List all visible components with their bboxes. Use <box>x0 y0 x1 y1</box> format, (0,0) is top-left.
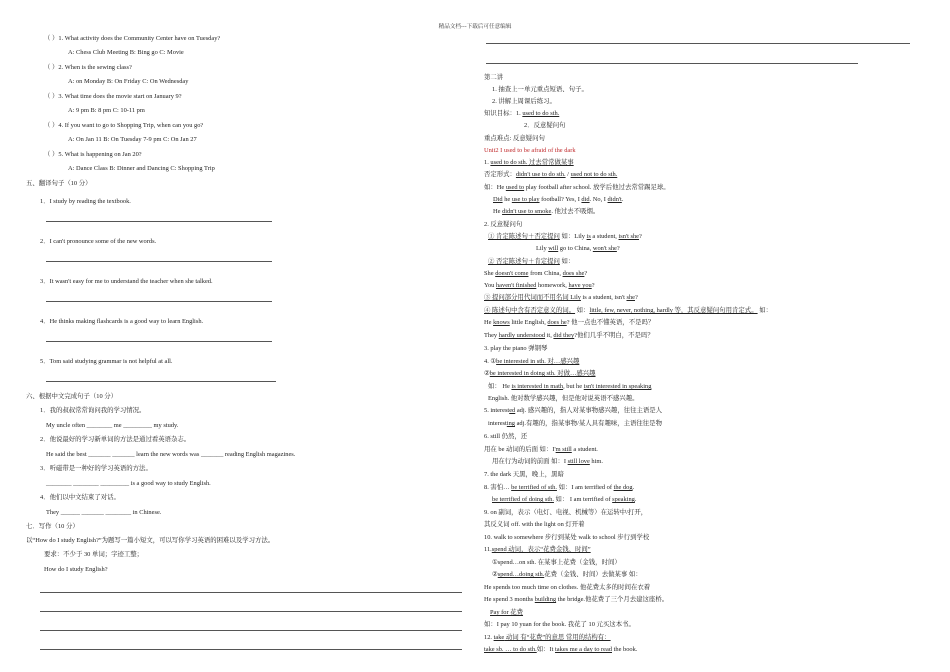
spend-example-1: He spends too much time on clothes. 他花费太多的时间在衣着 <box>484 584 651 591</box>
goal-1: 知识目标：1. used to do sth. <box>484 110 560 117</box>
writing-title: How do I study English? <box>44 566 108 573</box>
completion-4-en: They ______ _______ ________ in Chinese. <box>46 509 162 516</box>
completion-4-cn: 4．他们以中文结束了对话。 <box>40 494 120 501</box>
point-10: 10. walk to somewhere 步行到某处 walk to school 步行到学校 <box>484 534 650 541</box>
agenda-2: 2. 讲解上周课后练习。 <box>492 98 556 105</box>
question-4: （ ）4. If you want to go to Shopping Trip, when can you go? <box>44 122 204 129</box>
tag-rule-4: ④ 陈述句中含有否定意义的词。 如：little, few, never, nothing, hardly 等，其反意疑问句用肯定式。 如： <box>484 307 772 314</box>
answer-line-3[interactable] <box>46 301 272 302</box>
question-5: （ ）5. What is happening on Jan 20? <box>44 151 142 158</box>
writing-prompt: 以“How do I study English?”为题写一篇小短文，可以写你学习英语的困难以及学习方法。 <box>26 537 275 544</box>
completion-2-en: He said the best _______ _______ learn the new words was _______ reading English magazines. <box>46 451 296 458</box>
pay-for: Pay for 花费 <box>490 609 524 616</box>
question-1: （ ）1. What activity does the Community Center have on Tuesday? <box>44 35 221 42</box>
top-rule-2 <box>486 63 858 64</box>
tag-example-4: He knows little English, does he? 他一点也不懂英语，不是吗？ <box>484 319 655 326</box>
point-1: 1. used to do sth. 过去常常做某事 <box>484 159 574 166</box>
point-5-b: interesting adj.有趣的，指某事物/某人具有趣味，主语往往是物 <box>488 420 662 427</box>
answer-line-4[interactable] <box>46 341 272 342</box>
top-rule-1 <box>486 43 910 44</box>
translation-4: 4．He thinks making flashcards is a good way to learn English. <box>40 318 204 325</box>
completion-3-cn: 3．听磁带是一种好的学习英语的方法。 <box>40 465 152 472</box>
question-3: （ ）3. What time does the movie start on January 9? <box>44 93 182 100</box>
point-7: 7. the dark 天黑，晚上，黑暗 <box>484 471 564 478</box>
point-6: 6. still 仍然，还 <box>484 433 528 440</box>
unit-title: Unit2 I used to be afraid of the dark <box>484 147 576 154</box>
point-12: 12. take 动词 有“花费”的意思 常用的结构有： <box>484 634 611 641</box>
agenda-1: 1. 抽查上一单元重点短语、句子。 <box>492 86 588 93</box>
key-points: 重点难点: 反意疑问句 <box>484 135 545 142</box>
writing-line-1[interactable] <box>40 592 462 593</box>
question-5-options: A: Dance Class B: Dinner and Dancing C: Shopping Trip <box>68 165 215 172</box>
question-1-options: A: Chess Club Meeting B: Bing go C: Movie <box>68 49 184 56</box>
tag-example-1: Lily will go to China, won't she? <box>536 245 620 252</box>
translation-5: 5．Tom said studying grammar is not helpful at all. <box>40 358 173 365</box>
writing-line-4[interactable] <box>40 649 462 650</box>
writing-line-3[interactable] <box>40 630 462 631</box>
tag-rule-2: ② 否定陈述句＋肯定提问 如： <box>488 258 575 265</box>
tag-rule-3: ③ 提问部分用代词而不用名词 Lily is a student, isn't she? <box>484 294 638 301</box>
spend-example-2: He spend 3 months building the bridge.他花费了三个月去建这座桥。 <box>484 596 669 603</box>
point-2: 2. 反意疑问句 <box>484 221 523 228</box>
example-question: Did he use to play football? Yes, I did. No, I didn't. <box>493 196 624 203</box>
tag-example-5: They hardly understood it, did they?他们几乎不明白，不是吗？ <box>484 332 654 339</box>
point-8: 8. 害怕… be terrified of sth. 如：I am terrified of the dog. <box>484 484 635 491</box>
point-11: 11.spend 动词，表示“花费金钱、时间” <box>484 546 591 553</box>
completion-1-en: My uncle often ________ me _________ my study. <box>46 422 179 429</box>
writing-requirements: 要求：不少于 30 单词；字迹工整； <box>44 551 144 558</box>
translation-3: 3．It wasn't easy for me to understand the teacher when she talked. <box>40 278 213 285</box>
answer-line-5[interactable] <box>46 381 276 382</box>
translation-2: 2．I can't pronounce some of the new words. <box>40 238 157 245</box>
point-9-b: 其反义词 off. with the light on 灯开着 <box>484 521 585 528</box>
answer-line-1[interactable] <box>46 221 272 222</box>
completion-3-en: ________ ________ _________ is a good way to study English. <box>46 480 211 487</box>
section-6-title: 六、根据中文完成句子（10 分） <box>26 393 118 400</box>
tag-example-3: You haven't finished homework, have you? <box>484 282 595 289</box>
completion-2-cn: 2．他说最好的学习新单词的方法是通过看英语杂志。 <box>40 436 191 443</box>
point-5: 5. interested adj. 感兴趣的，指人对某事物感兴趣，往往主语是人 <box>484 407 663 414</box>
spend-usage-1: ①spend…on sth. 在某事上花费（金钱，时间） <box>492 559 621 566</box>
question-4-options: A: On Jan 11 B: On Tuesday 7-9 pm C: On Jan 27 <box>68 136 197 143</box>
point-4: 4. ①be interested in sth. 对…感兴趣 <box>484 358 580 365</box>
answer-line-2[interactable] <box>46 261 272 262</box>
interest-example: 如： He is interested in math, but he isn't interested in speaking <box>488 383 652 390</box>
take-usage: take sb. … to do sth.如：It takes me a day to read the book. <box>484 646 638 653</box>
point-4-b: ②be interested in doing sth. 对做…感兴趣 <box>484 370 596 377</box>
writing-line-2[interactable] <box>40 611 462 612</box>
point-9: 9. on 副词，表示（电灯、电视、机械等）在运转中/打开， <box>484 509 648 516</box>
example-negative: He didn't use to smoke. 他过去不吸烟。 <box>493 208 600 215</box>
lecture-title: 第二讲 <box>484 74 504 81</box>
point-3: 3. play the piano 弹钢琴 <box>484 345 548 352</box>
completion-1-cn: 1．我的叔叔常常询问我的学习情况。 <box>40 407 146 414</box>
translation-1: 1．I study by reading the textbook. <box>40 198 131 205</box>
still-usage-2: 用在行为动词的前面 如：I still love him. <box>492 458 603 465</box>
section-5-title: 五、翻译句子（10 分） <box>26 180 92 187</box>
example-used-to: 如：He used to play football after school. 放学后他过去常常踢足球。 <box>484 184 670 191</box>
still-usage-1: 用在 be 动词的后面 如：I'm still a student. <box>484 446 598 453</box>
spend-usage-2: ②spend…doing sth.花费（金钱、时间）去做某事 如： <box>492 571 642 578</box>
page-header: 精品文档---下载后可任意编辑 <box>438 24 512 30</box>
interest-example-cont: English. 他对数学感兴趣，但是他对说英语不感兴趣。 <box>488 395 639 402</box>
negative-form: 否定形式：didn't use to do sth. / used not to do sth. <box>484 171 618 178</box>
section-7-title: 七．写作（10 分） <box>26 523 79 530</box>
tag-rule-1: ① 肯定陈述句＋否定提问 如：Lily is a student, isn't she? <box>488 233 642 240</box>
question-2: （ ）2. When is the sewing class? <box>44 64 132 71</box>
question-3-options: A: 9 pm B: 8 pm C: 10-11 pm <box>68 107 145 114</box>
pay-example: 如：I pay 10 yuan for the book. 我花了 10 元买这本书。 <box>484 621 635 628</box>
question-2-options: A: on Monday B: On Friday C: On Wednesday <box>68 78 189 85</box>
goal-2: 2．反意疑问句 <box>524 122 566 129</box>
tag-example-2: She doesn't come from China, does she? <box>484 270 588 277</box>
point-8-b: be terrified of doing sth. 如： I am terrified of speaking. <box>492 496 637 503</box>
